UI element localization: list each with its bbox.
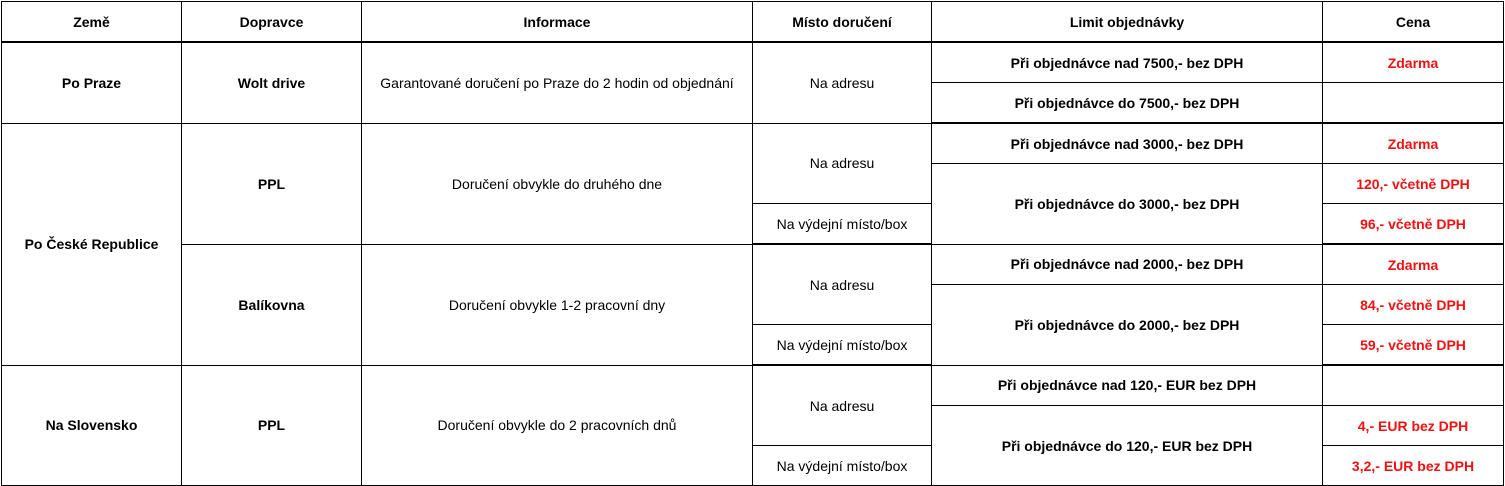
price-cell: Zdarma xyxy=(1323,123,1504,164)
order-limit-cell: Při objednávce nad 3000,- bez DPH xyxy=(932,123,1323,164)
price-cell: 120,- včetně DPH xyxy=(1323,164,1504,204)
header-order-limit: Limit objednávky xyxy=(932,2,1323,43)
delivery-place-cell: Na výdejní místo/box xyxy=(753,204,932,245)
order-limit-cell: Při objednávce do 3000,- bez DPH xyxy=(932,164,1323,245)
order-limit-cell: Při objednávce nad 120,- EUR bez DPH xyxy=(932,365,1323,406)
carrier-cell: PPL xyxy=(182,365,362,486)
info-cell: Doručení obvykle do druhého dne xyxy=(362,123,753,244)
order-limit-cell: Při objednávce do 2000,- bez DPH xyxy=(932,285,1323,366)
table-row xyxy=(2,42,1504,83)
header-price: Cena xyxy=(1323,2,1504,43)
order-limit-cell: Při objednávce do 120,- EUR bez DPH xyxy=(932,406,1323,486)
delivery-place-cell: Na výdejní místo/box xyxy=(753,446,932,486)
country-cell: Na Slovensko xyxy=(2,365,182,486)
price-cell: 59,- včetně DPH xyxy=(1323,325,1504,366)
carrier-cell: Balíkovna xyxy=(182,244,362,365)
order-limit-cell: Při objednávce nad 2000,- bez DPH xyxy=(932,244,1323,285)
info-cell: Doručení obvykle do 2 pracovních dnů xyxy=(362,365,753,486)
price-cell: Zdarma xyxy=(1323,42,1504,83)
price-cell xyxy=(1323,83,1504,124)
header-row xyxy=(2,2,1504,43)
price-cell: 84,- včetně DPH xyxy=(1323,285,1504,325)
price-cell: 4,- EUR bez DPH xyxy=(1323,406,1504,446)
table-row xyxy=(2,365,1504,406)
header-info: Informace xyxy=(362,2,753,43)
order-limit-cell: Při objednávce nad 7500,- bez DPH xyxy=(932,42,1323,83)
info-cell: Doručení obvykle 1-2 pracovní dny xyxy=(362,244,753,365)
header-delivery-place: Místo doručení xyxy=(753,2,932,43)
delivery-place-cell: Na adresu xyxy=(753,244,932,325)
delivery-place-cell: Na výdejní místo/box xyxy=(753,325,932,366)
country-cell: Po Praze xyxy=(2,42,182,123)
delivery-place-cell: Na adresu xyxy=(753,365,932,446)
header-carrier: Dopravce xyxy=(182,2,362,43)
table-row xyxy=(2,244,1504,285)
carrier-cell: PPL xyxy=(182,123,362,244)
info-cell: Garantované doručení po Praze do 2 hodin od objednání xyxy=(362,42,753,123)
delivery-place-cell: Na adresu xyxy=(753,42,932,123)
header-country: Země xyxy=(2,2,182,43)
shipping-table xyxy=(1,1,1504,486)
carrier-cell: Wolt drive xyxy=(182,42,362,123)
country-cell: Po České Republice xyxy=(2,123,182,365)
price-cell: 96,- včetně DPH xyxy=(1323,204,1504,245)
delivery-place-cell: Na adresu xyxy=(753,123,932,204)
price-cell: 3,2,- EUR bez DPH xyxy=(1323,446,1504,486)
price-cell: Zdarma xyxy=(1323,244,1504,285)
order-limit-cell: Při objednávce do 7500,- bez DPH xyxy=(932,83,1323,124)
table-row xyxy=(2,123,1504,164)
price-cell xyxy=(1323,365,1504,406)
